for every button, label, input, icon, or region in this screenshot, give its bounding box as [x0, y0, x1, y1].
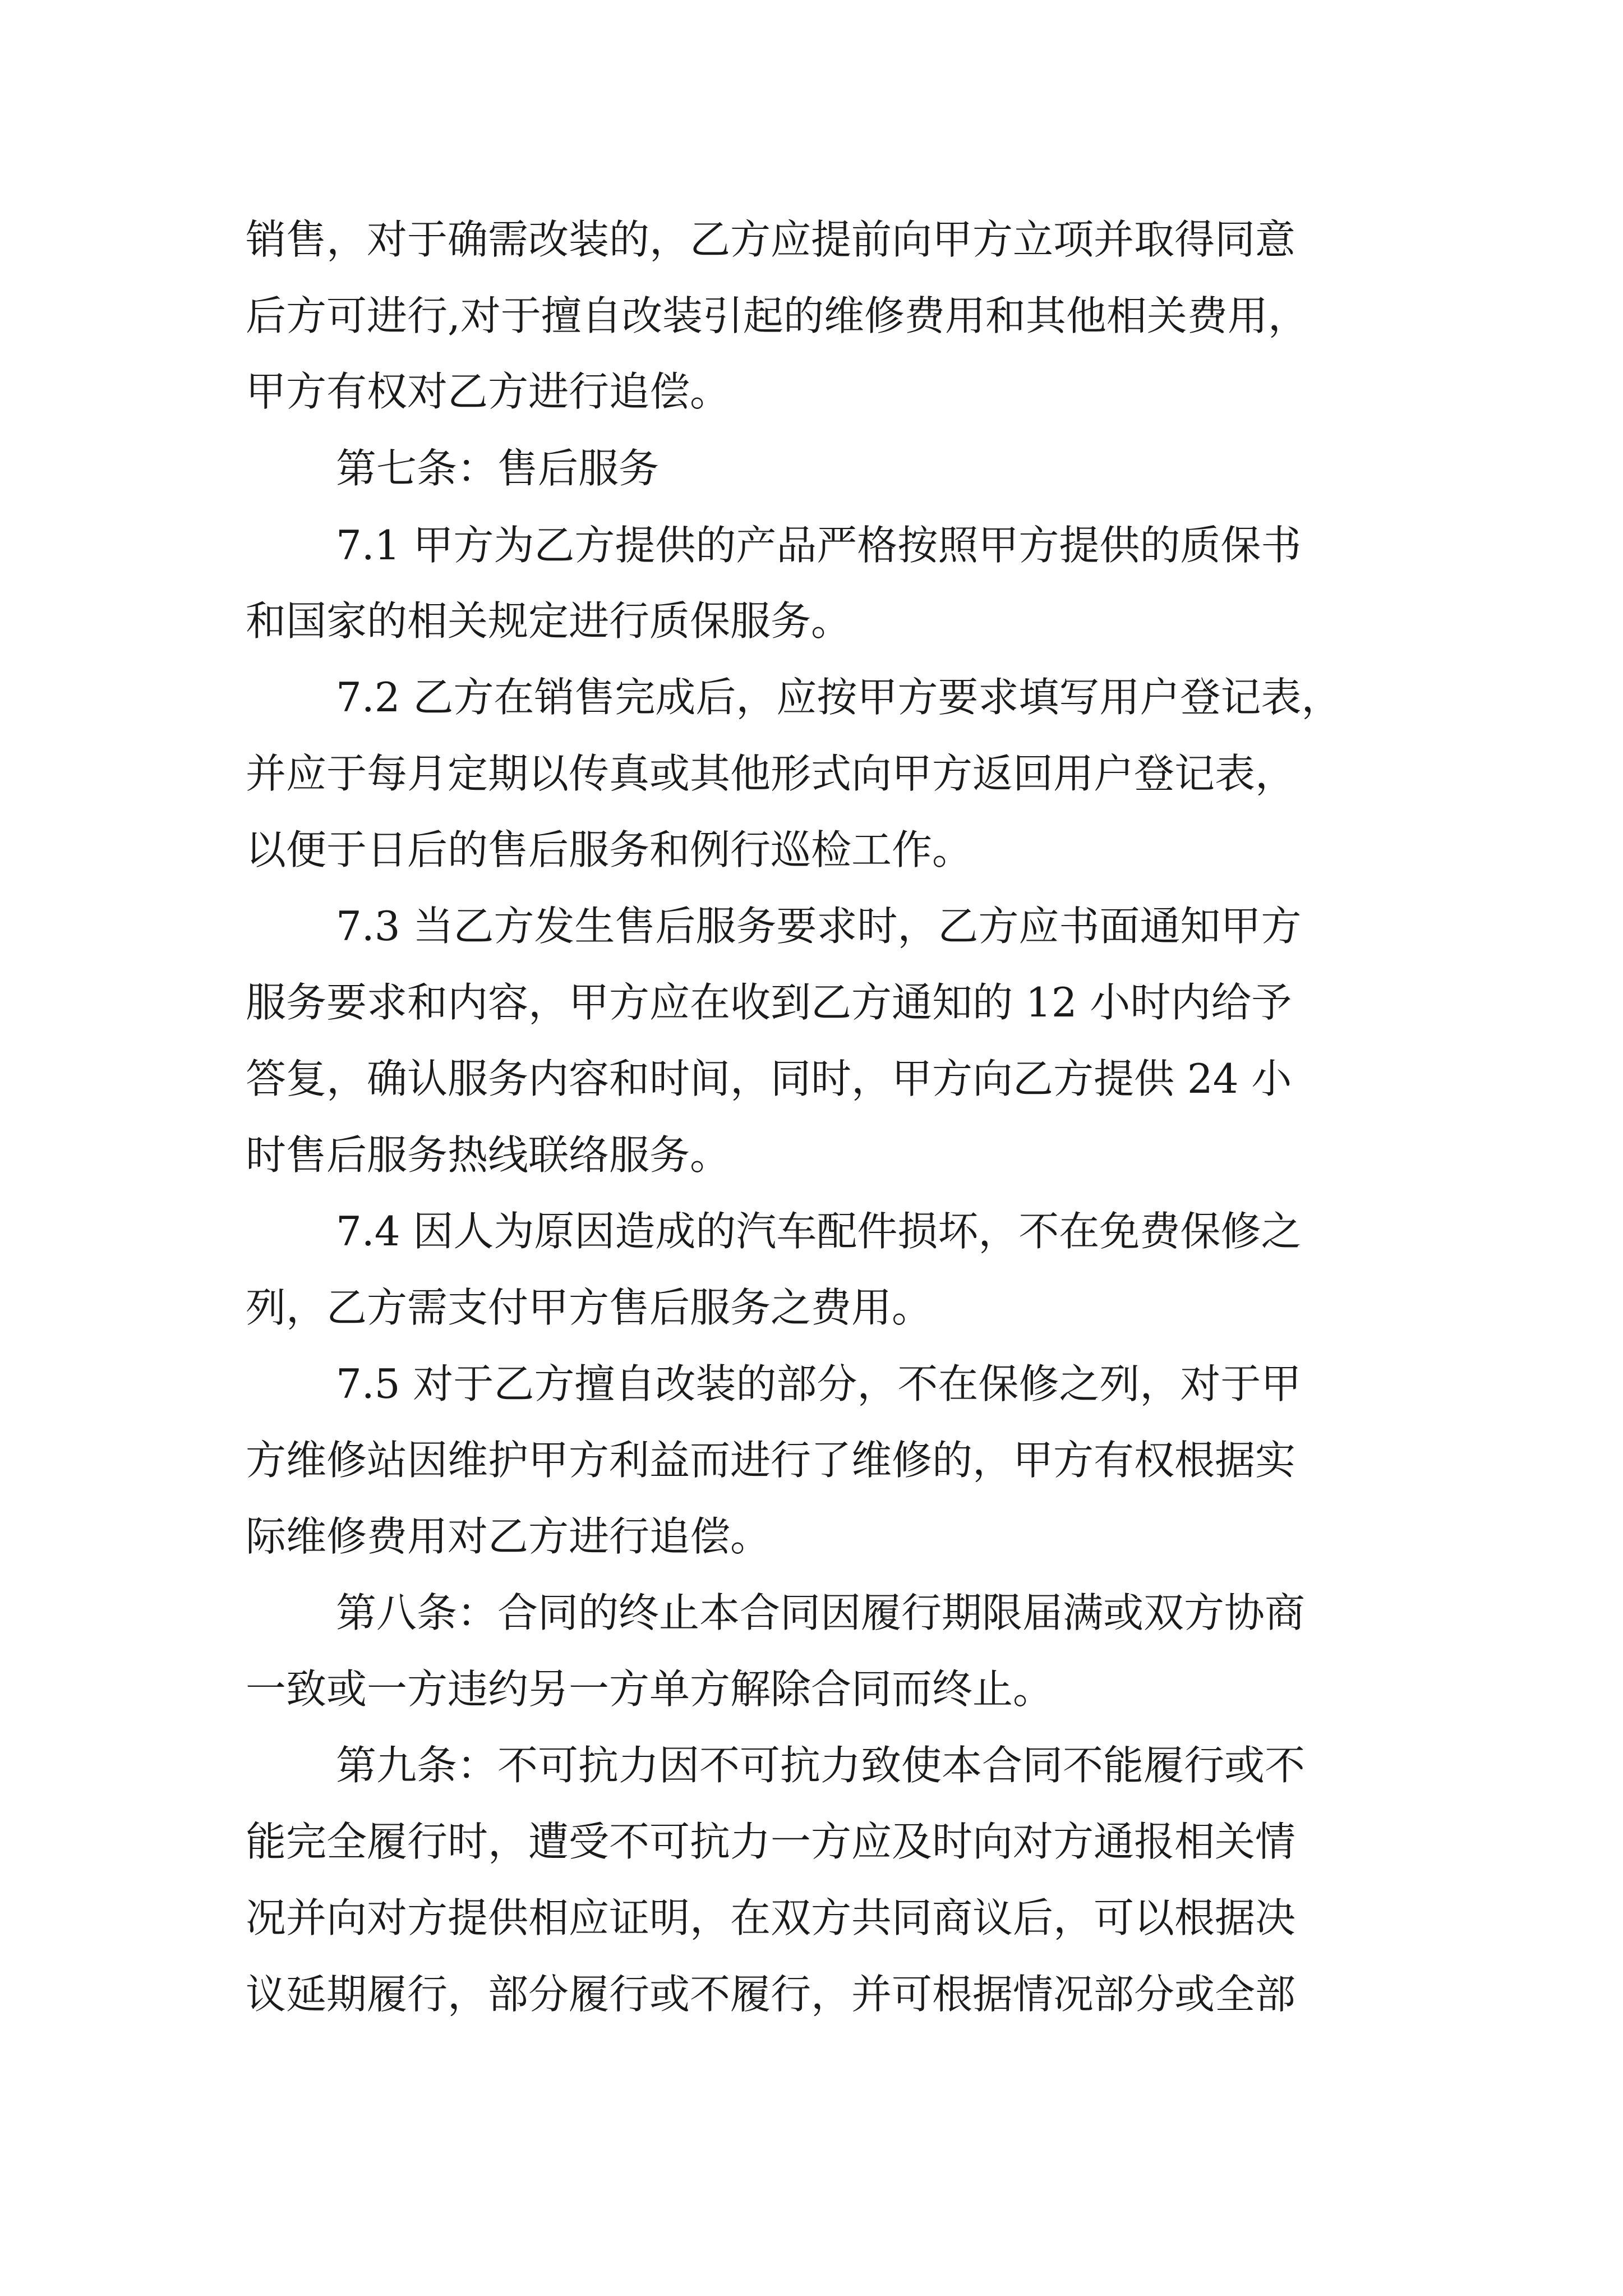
section-heading: 第九条：不可抗力因不可抗力致使本合同不能履行或不	[336, 1742, 1306, 1789]
text-line: 和国家的相关规定进行质保服务。	[246, 597, 852, 645]
text-line: 7.4 因人为原因造成的汽车配件损坏，不在免费保修之	[336, 1208, 1302, 1255]
text-line: 以便于日后的售后服务和例行巡检工作。	[246, 826, 973, 873]
text-line: 7.5 对于乙方擅自改装的部分，不在保修之列，对于甲	[336, 1360, 1302, 1407]
text-line: 后方可进行,对于擅自改装引起的维修费用和其他相关费用，	[246, 292, 1308, 339]
section-heading: 第八条：合同的终止本合同因履行期限届满或双方协商	[336, 1589, 1306, 1636]
text-line: 答复，确认服务内容和时间，同时，甲方向乙方提供 24 小	[246, 1055, 1292, 1102]
section-heading: 第七条：售后服务	[336, 445, 660, 492]
text-line: 方维修站因维护甲方利益而进行了维修的，甲方有权根据实	[246, 1437, 1296, 1484]
text-line: 能完全履行时，遭受不可抗力一方应及时向对方通报相关情	[246, 1818, 1296, 1865]
text-line: 甲方有权对乙方进行追偿。	[246, 368, 731, 415]
text-line: 议延期履行，部分履行或不履行，并可根据情况部分或全部	[246, 1971, 1296, 2018]
text-line: 服务要求和内容，甲方应在收到乙方通知的 12 小时内给予	[246, 979, 1292, 1026]
text-line: 列，乙方需支付甲方售后服务之费用。	[246, 1284, 933, 1331]
text-line: 7.2 乙方在销售完成后，应按甲方要求填写用户登记表，	[336, 674, 1342, 721]
text-line: 7.3 当乙方发生售后服务要求时，乙方应书面通知甲方	[336, 903, 1302, 950]
text-line: 一致或一方违约另一方单方解除合同而终止。	[246, 1665, 1054, 1713]
text-line: 况并向对方提供相应证明，在双方共同商议后，可以根据决	[246, 1894, 1296, 1941]
text-line: 时售后服务热线联络服务。	[246, 1131, 731, 1179]
text-line: 7.1 甲方为乙方提供的产品严格按照甲方提供的质保书	[336, 522, 1302, 569]
text-line: 际维修费用对乙方进行追偿。	[246, 1513, 771, 1560]
text-line: 并应于每月定期以传真或其他形式向甲方返回用户登记表，	[246, 750, 1296, 797]
text-line: 销售，对于确需改装的，乙方应提前向甲方立项并取得同意	[246, 216, 1296, 263]
